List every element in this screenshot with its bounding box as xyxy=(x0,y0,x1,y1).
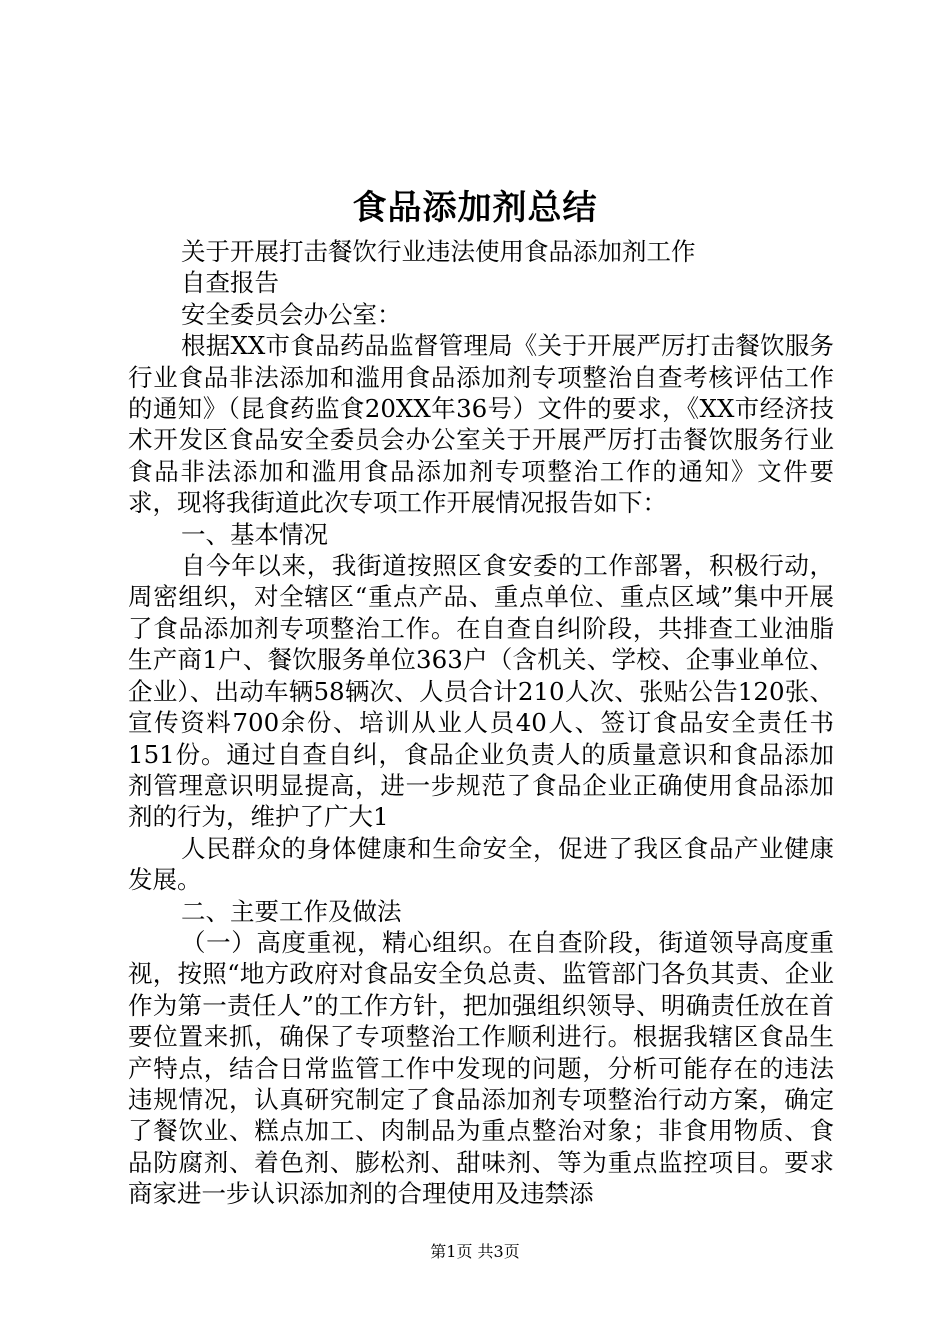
document-title: 食品添加剂总结 xyxy=(352,188,598,228)
report-title-line-2: 自查报告 xyxy=(181,268,279,298)
report-title-line-1: 关于开展打击餐饮行业违法使用食品添加剂工作 xyxy=(181,237,696,266)
main-work-paragraph: （一）高度重视，精心组织。在自查阶段，街道领导高度重视，按照“地方政府对食品安全负总责、监管部门各负其责、企业作为第一责任人”的工作方针，把加强组织领导、明确责任放在首要位置来抓，确保了专项整治工作顺利进行。根据我辖区食品生产特点，结合日常监管工作中发现的问题，分析可能存在的违法违规情况，认真研究制定了食品添加剂专项整治行动方案，确定了餐饮业、糕点加工、肉制品为重点整治对象；非食用物质、食品防腐剂、着色剂、膨松剂、甜味剂、等为重点监控项目。要求商家进一步认识添加剂的合理使用及违禁添 xyxy=(128,927,834,1209)
section-heading-basic-situation: 一、基本情况 xyxy=(181,519,328,549)
section-heading-main-work: 二、主要工作及做法 xyxy=(181,896,402,926)
intro-paragraph: 根据XX市食品药品监督管理局《关于开展严厉打击餐饮服务行业食品非法添加和滥用食品添加剂专项整治自查考核评估工作的通知》（昆食药监食20XX年36号）文件的要求，《XX市经济技术开发区食品安全委员会办公室关于开展严厉打击餐饮服务行业食品非法添加和滥用食品添加剂专项整治工作的通知》文件要求，现将我街道此次专项工作开展情况报告如下： xyxy=(128,331,834,518)
document-body xyxy=(128,236,834,1210)
salutation: 安全委员会办公室： xyxy=(181,299,402,329)
page-footer: 第1页 共3页 xyxy=(430,1242,520,1261)
basic-situation-paragraph: 自今年以来，我街道按照区食安委的工作部署，积极行动，周密组织，对全辖区“重点产品、重点单位、重点区域”集中开展了食品添加剂专项整治工作。在自查自纠阶段，共排查工业油脂生产商1户、餐饮服务单位363户（含机关、学校、企事业单位、企业）、出动车辆58辆次、人员合计210人次、张贴公告120张、宣传资料700余份、培训从业人员40人、签订食品安全责任书151份。通过自查自纠，食品企业负责人的质量意识和食品添加剂管理意识明显提高，进一步规范了食品企业正确使用食品添加剂的行为，维护了广大1 xyxy=(128,551,834,832)
basic-situation-continued: 人民群众的身体健康和生命安全，促进了我区食品产业健康发展。 xyxy=(128,833,834,895)
